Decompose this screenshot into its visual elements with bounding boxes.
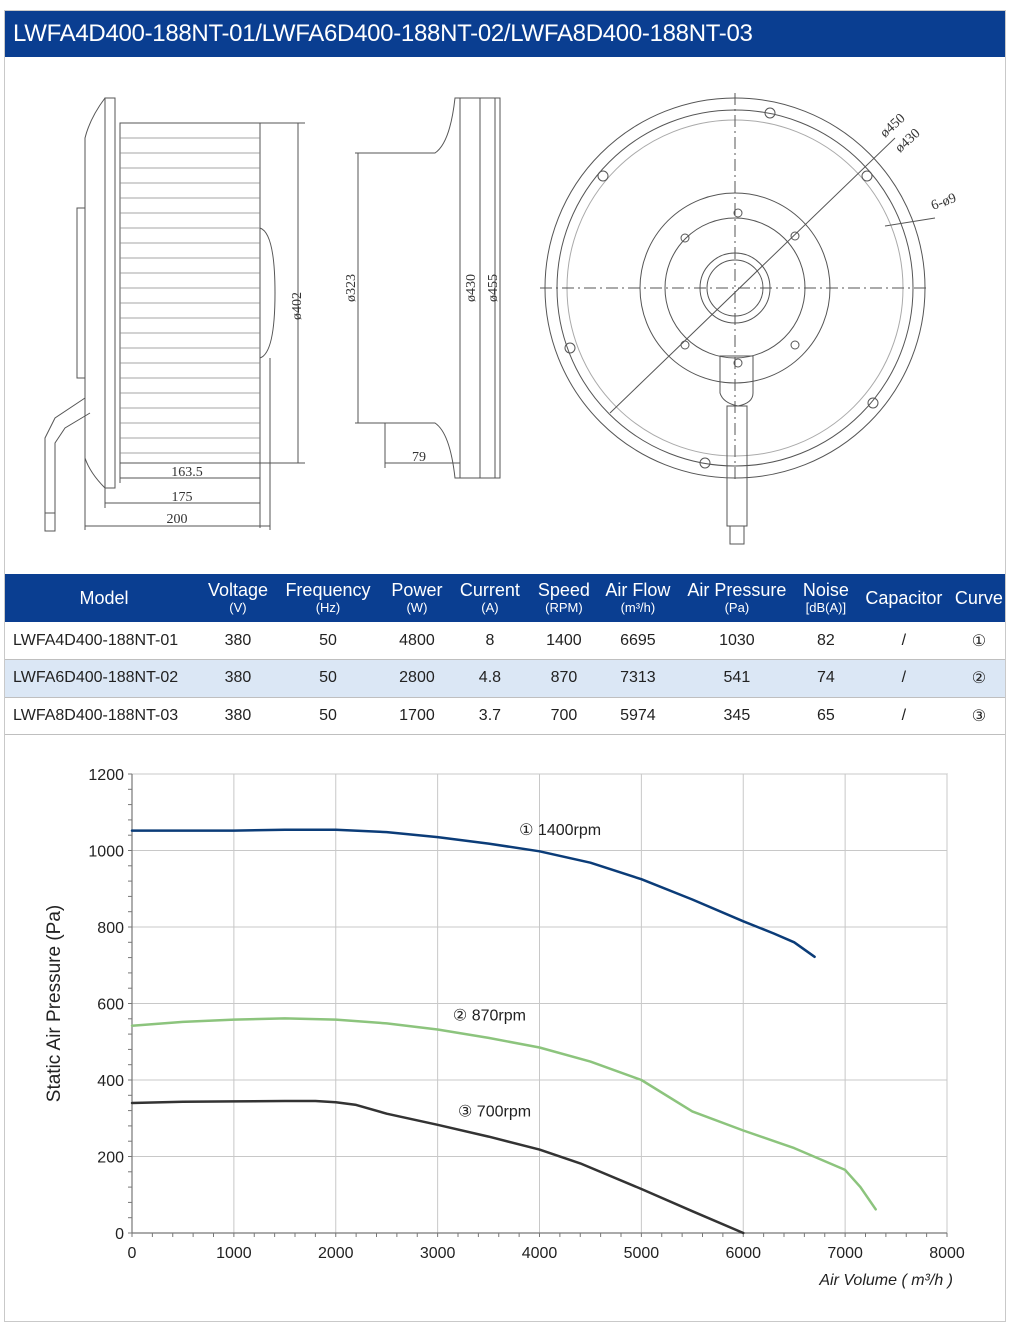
dim-d430b: ø430: [892, 126, 924, 156]
table-row: LWFA4D400-188NT-01 380 50 4800 8 1400 6695 1030 82 / ①: [5, 622, 1005, 660]
dim-d455: ø455: [486, 274, 501, 302]
y-tick-label: 200: [97, 1149, 124, 1167]
dim-w163: 163.5: [171, 465, 203, 480]
y-tick-label: 600: [97, 996, 124, 1014]
curve-label-3: ③ 700rpm: [458, 1103, 532, 1121]
curve-label-2: ② 870rpm: [452, 1007, 526, 1025]
col-voltage: Voltage (V): [207, 580, 268, 615]
table-row: LWFA8D400-188NT-03 380 50 1700 3.7 700 5974 345 65 / ③: [5, 697, 1005, 735]
x-tick-label: 2000: [317, 1245, 354, 1262]
dim-d450: ø450: [877, 111, 909, 141]
y-tick-label: 1200: [88, 767, 124, 784]
x-tick-label: 0: [127, 1245, 137, 1262]
performance-chart: [5, 736, 1005, 1322]
y-tick-label: 400: [97, 1073, 124, 1090]
spec-table: [5, 574, 1005, 735]
col-noise: Noise [dB(A)]: [802, 580, 849, 615]
y-tick-label: 800: [97, 920, 124, 937]
col-model: Model: [79, 587, 129, 608]
x-tick-label: 7000: [827, 1245, 863, 1262]
col-airflow: Air Flow (m³/h): [605, 580, 671, 615]
table-row: LWFA6D400-188NT-02 380 50 2800 4.8 870 7313 541 74 / ②: [5, 660, 1005, 698]
y-axis-label: Static Air Pressure (Pa): [44, 904, 65, 1103]
col-current: Current (A): [459, 580, 520, 615]
x-tick-label: 5000: [623, 1245, 660, 1262]
table-header-row: [5, 574, 1005, 622]
curve-label-1: ① 1400rpm: [519, 822, 602, 840]
dimension-drawing: [5, 58, 1005, 573]
dim-d323: ø323: [344, 274, 359, 302]
x-axis-label: Air Volume ( m³/h ): [819, 1272, 953, 1289]
col-speed: Speed (RPM): [537, 580, 590, 615]
impeller-body: [120, 123, 260, 463]
page-title: LWFA4D400-188NT-01/LWFA6D400-188NT-02/LWFA8D400-188NT-03: [5, 11, 1005, 57]
y-tick-label: 0: [115, 1226, 124, 1243]
dim-w175: 175: [171, 490, 193, 505]
dim-d430: ø430: [464, 274, 479, 302]
dim-d402: ø402: [290, 292, 305, 320]
col-capacitor: Capacitor: [865, 587, 943, 608]
col-airpressure: Air Pressure (Pa): [687, 580, 787, 615]
col-power: Power (W): [391, 580, 443, 615]
x-tick-label: 3000: [419, 1245, 456, 1262]
dim-holes: 6-ø9: [929, 190, 959, 214]
col-curve: Curve: [954, 587, 1003, 608]
x-tick-label: 4000: [521, 1245, 558, 1262]
col-frequency: Frequency (Hz): [285, 580, 371, 615]
y-tick-label: 1000: [88, 843, 124, 861]
dim-w200: 200: [166, 512, 188, 527]
dim-w79: 79: [412, 450, 426, 465]
x-tick-label: 1000: [216, 1245, 252, 1262]
x-tick-label: 6000: [725, 1245, 762, 1262]
x-tick-label: 8000: [929, 1245, 965, 1262]
